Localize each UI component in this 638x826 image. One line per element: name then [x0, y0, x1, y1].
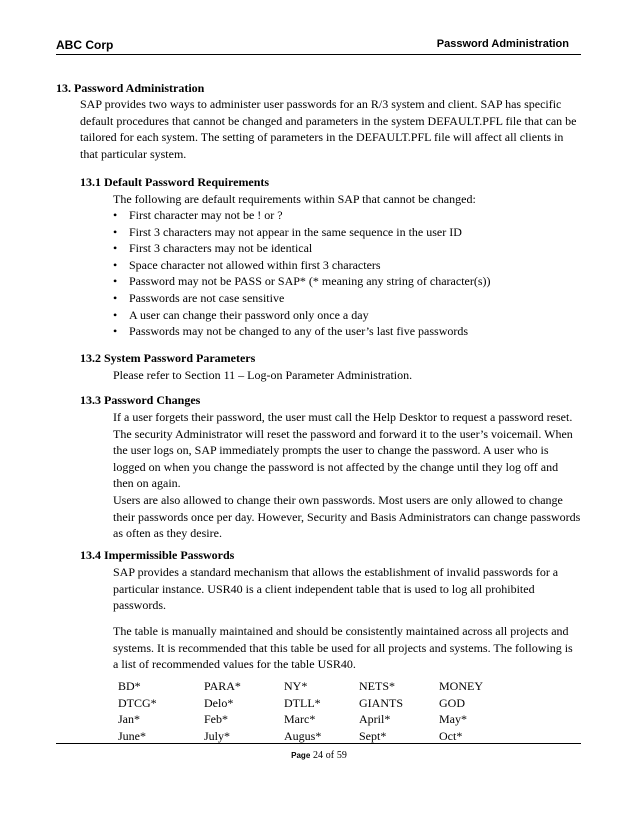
- header-rule: [56, 54, 581, 55]
- table-cell: Augus*: [284, 728, 322, 743]
- list-item: • Passwords are not case sensitive: [113, 290, 285, 305]
- table-cell: DTLL*: [284, 695, 321, 710]
- section-13-paragraph: SAP provides two ways to administer user passwords for an R/3 system and client. SAP has specific default procedures that cannot be changed and parameters in the system DEFAULT.PFL file that can be tailored for each system. The setting of parameters in the DEFAULT.PFL file will affect all clients in that particular system.: [80, 97, 577, 161]
- page-header: [56, 38, 581, 54]
- table-cell: Sept*: [359, 728, 387, 743]
- section-13-1-heading: 13.1 Default Password Requirements: [80, 175, 270, 189]
- table-row: [118, 678, 509, 695]
- requirements-list: [113, 207, 491, 340]
- list-item: • First 3 characters may not be identical: [113, 241, 313, 256]
- section-13-2-heading: 13.2 System Password Parameters: [80, 351, 256, 365]
- list-item: • First 3 characters may not appear in the same sequence in the user ID: [113, 224, 462, 239]
- table-cell: June*: [118, 728, 146, 743]
- table-cell: April*: [359, 712, 391, 727]
- header-company: ABC Corp: [56, 38, 114, 52]
- table-cell: BD*: [118, 679, 141, 693]
- page-total: 59: [336, 750, 347, 761]
- list-item: • A user can change their password only once a day: [113, 307, 369, 322]
- page-label: Page: [291, 751, 311, 760]
- table-cell: Oct*: [439, 728, 463, 743]
- table-cell: Marc*: [284, 712, 316, 727]
- table-cell: MONEY: [439, 679, 483, 693]
- section-13-4-heading: 13.4 Impermissible Passwords: [80, 548, 235, 562]
- table-cell: PARA*: [204, 679, 241, 693]
- table-cell: NY*: [284, 679, 308, 693]
- table-row: [118, 711, 509, 728]
- table-cell: NETS*: [359, 679, 395, 693]
- header-title: Password Administration: [436, 38, 569, 50]
- list-item: • First character may not be ! or ?: [113, 208, 283, 222]
- footer-rule: [56, 743, 581, 744]
- section-13-heading: 13. Password Administration: [56, 81, 205, 95]
- list-item: • Space character not allowed within first 3 characters: [113, 257, 381, 272]
- table-cell: GIANTS: [359, 695, 403, 710]
- prohibited-passwords-table: [118, 678, 509, 744]
- section-13-3-heading: 13.3 Password Changes: [80, 393, 201, 407]
- table-row: [118, 728, 509, 745]
- table-cell: GOD: [439, 695, 465, 710]
- page-of-label: of: [325, 750, 335, 761]
- section-13-3-paragraph-2: Users are also allowed to change their own passwords. Most users are only allowed to change their passwords once per day. However, Security and Basis Administrators can change passwords as often as they desire.: [113, 493, 581, 541]
- table-cell: DTCG*: [118, 695, 157, 710]
- section-13-4-paragraph-1: SAP provides a standard mechanism that allows the establishment of invalid passwords for a particular instance. USR40 is a client independent table that is used to log all prohibited passwords.: [113, 565, 559, 613]
- list-item: • Password may not be PASS or SAP* (* meaning any string of character(s)): [113, 274, 491, 289]
- list-item: • Passwords may not be changed to any of the user’s last five passwords: [113, 324, 469, 339]
- section-13-1-intro: The following are default requirements within SAP that cannot be changed:: [113, 192, 476, 206]
- section-13-4-paragraph-2: The table is manually maintained and should be consistently maintained across all projects and systems. It is recommended that this table be used for all projects and systems. The following is a list of recommended values for the table USR40.: [113, 624, 573, 672]
- table-cell: May*: [439, 712, 467, 727]
- section-13-3-paragraph-1: If a user forgets their password, the user must call the Help Desktor to request a password reset. The security Administrator will reset the password and forward it to the user’s voicemail. When the user logs on, SAP immediately prompts the user to change the password. A user who is logged on when you change the password is not affected by the change until they log off and then on again.: [113, 410, 573, 491]
- section-13-2-text: Please refer to Section 11 – Log-on Parameter Administration.: [113, 368, 413, 382]
- table-cell: Delo*: [204, 695, 234, 710]
- table-cell: Feb*: [204, 712, 228, 727]
- page-number: 24: [313, 750, 324, 761]
- table-row: [118, 695, 509, 712]
- page-footer: [0, 749, 638, 761]
- table-cell: Jan*: [118, 712, 140, 727]
- table-cell: July*: [204, 728, 231, 743]
